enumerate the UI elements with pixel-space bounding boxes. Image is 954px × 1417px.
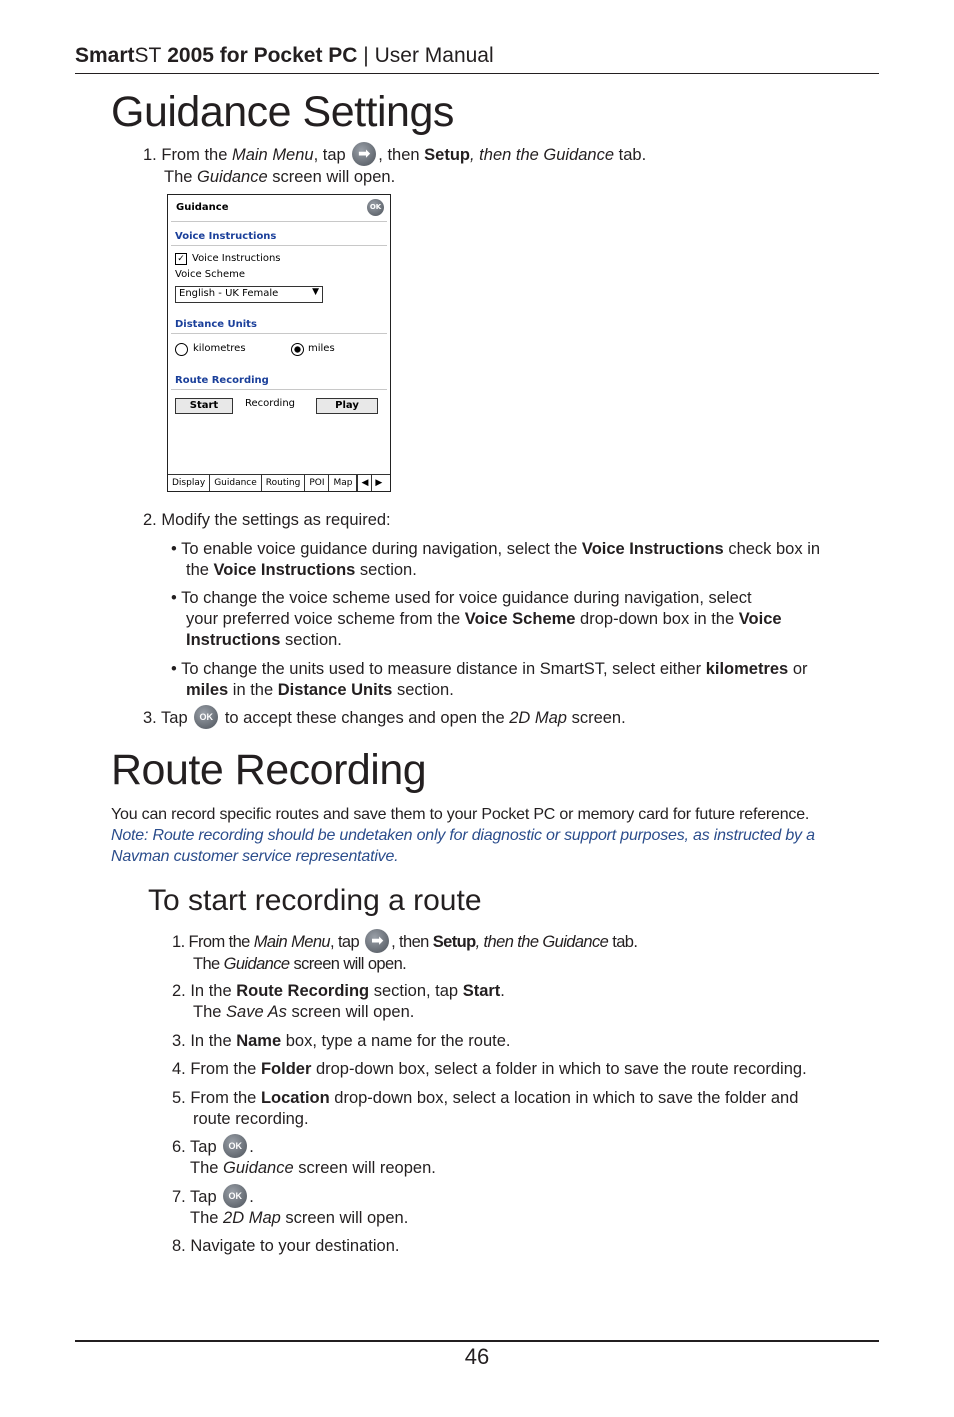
- brand-st: ST: [134, 44, 162, 67]
- chevron-down-icon: ▼: [312, 287, 319, 297]
- note-line-1: Note: Route recording should be undetaken only for diagnostic or support purposes, as instructed by a: [111, 827, 815, 844]
- header-rule: [75, 73, 879, 74]
- voice-checkbox-label: Voice Instructions: [192, 253, 281, 264]
- step-1-result: The Guidance screen will open.: [164, 168, 396, 186]
- route-step-7: 7. Tap OK .: [172, 1187, 254, 1208]
- running-header: [75, 44, 494, 68]
- bullet-voice: • To enable voice guidance during navigation, select the Voice Instructions check box in: [171, 540, 821, 558]
- route-section-label: Route Recording: [175, 375, 269, 386]
- voice-section-label: Voice Instructions: [175, 231, 277, 242]
- bullet-units: • To change the units used to measure distance in SmartST, select either kilometres or: [171, 660, 808, 678]
- section-title-route-recording: Route Recording: [111, 746, 427, 794]
- km-label: kilometres: [193, 343, 246, 354]
- footer-rule: [75, 1340, 879, 1342]
- route-step-5: 5. From the Location drop-down box, select a location in which to save the folder and: [172, 1089, 799, 1107]
- tab-poi[interactable]: POI: [305, 475, 329, 491]
- step-3: 3. Tap OK to accept these changes and open the 2D Map screen.: [143, 708, 626, 729]
- ok-icon: OK: [194, 705, 218, 729]
- brand-smart: Smart: [75, 44, 135, 67]
- start-button[interactable]: Start: [175, 398, 233, 414]
- header-manual: User Manual: [374, 44, 494, 67]
- page-number: 46: [464, 1344, 490, 1369]
- voice-checkbox[interactable]: ✓: [175, 253, 187, 265]
- note-line-2: Navman customer service representative.: [111, 848, 399, 865]
- route-step-1: 1. From the Main Menu, tap ➡ , then Setup, then the Guidance tab.: [172, 932, 637, 953]
- tab-guidance[interactable]: Guidance: [210, 475, 262, 491]
- subsection-title: To start recording a route: [148, 884, 482, 917]
- km-radio[interactable]: [175, 343, 188, 356]
- section-title-guidance: Guidance Settings: [111, 88, 454, 136]
- guidance-screenshot: [167, 194, 391, 492]
- recording-status: Recording: [245, 398, 296, 409]
- brand-product: 2005 for Pocket PC: [161, 44, 358, 67]
- tab-scroll-right-icon[interactable]: ▶: [375, 478, 383, 488]
- tab-map[interactable]: Map: [329, 475, 357, 491]
- header-separator: |: [357, 44, 375, 67]
- arrow-right-icon: ➡: [352, 142, 376, 166]
- tab-scroll-left-icon[interactable]: ◀: [357, 475, 372, 491]
- ok-icon[interactable]: OK: [367, 199, 384, 216]
- miles-radio[interactable]: [291, 343, 304, 356]
- tab-routing[interactable]: Routing: [262, 475, 306, 491]
- screen-title: Guidance: [176, 202, 229, 213]
- route-step-3: 3. In the Name box, type a name for the route.: [172, 1032, 511, 1050]
- intro-paragraph: You can record specific routes and save them to your Pocket PC or memory card for future reference.: [111, 806, 810, 823]
- route-step-8: 8. Navigate to your destination.: [172, 1237, 400, 1255]
- play-button[interactable]: Play: [316, 398, 378, 414]
- units-section-label: Distance Units: [175, 319, 257, 330]
- voice-scheme-label: Voice Scheme: [175, 269, 246, 280]
- step-2: 2. Modify the settings as required:: [143, 511, 391, 529]
- route-step-6: 6. Tap OK .: [172, 1137, 254, 1158]
- tab-bar: [168, 474, 390, 491]
- ok-icon: OK: [223, 1184, 247, 1208]
- voice-scheme-dropdown[interactable]: English - UK Female ▼: [175, 286, 323, 303]
- bullet-scheme: • To change the voice scheme used for voice guidance during navigation, select: [171, 589, 752, 607]
- arrow-right-icon: ➡: [365, 929, 389, 953]
- route-step-4: 4. From the Folder drop-down box, select a folder in which to save the route recording.: [172, 1060, 807, 1078]
- route-step-2: 2. In the Route Recording section, tap Start.: [172, 982, 505, 1000]
- tab-display[interactable]: Display: [168, 475, 210, 491]
- miles-label: miles: [308, 343, 335, 354]
- ok-icon: OK: [223, 1134, 247, 1158]
- step-1: 1. From the Main Menu, tap ➡ , then Setup, then the Guidance tab.: [143, 145, 646, 166]
